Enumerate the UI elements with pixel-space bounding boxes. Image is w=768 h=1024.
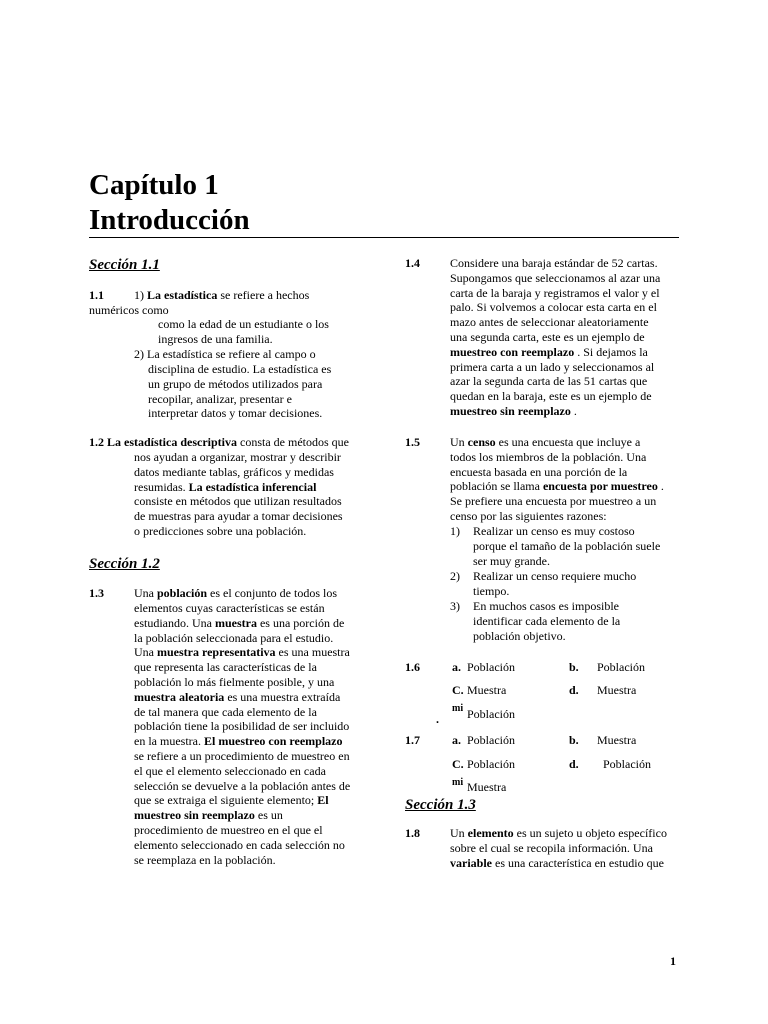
section-heading-1-3: Sección 1.3 xyxy=(405,797,476,813)
chapter-title: Introducción xyxy=(89,204,250,236)
exercise-1-4-text: Considere una baraja estándar de 52 cartas. Supongamos que seleccionamos al azar una carta de la baraja y registramos el valor y el palo. Si volvemos a colocar esta carta en el mazo antes de seleccionar aleatoriamente una segunda carta, este es un ejemplo de muestreo con reemplazo . Si dejamos la primera carta a un lado y seleccionamos al azar la segunda carta de las 51 cartas que quedan en la baraja, este es un ejemplo de muestreo sin reemplazo . xyxy=(450,256,661,418)
answer-letter: d. xyxy=(569,757,579,771)
section-heading-1-2: Sección 1.2 xyxy=(89,556,160,572)
answer-letter: mi xyxy=(452,703,464,714)
exercise-1-2-line: 1.2 La estadística descriptiva consta de métodos que xyxy=(89,435,349,449)
exercise-1-1-line: 2) La estadística se refiere al campo o xyxy=(134,347,316,361)
answer-value: Muestra xyxy=(597,733,637,747)
answer-value: Población xyxy=(467,707,515,721)
exercise-1-5-list-number: 1) xyxy=(450,524,460,538)
answer-letter: a. xyxy=(452,660,461,674)
exercise-1-8-text: Un elemento es un sujeto u objeto específico sobre el cual se recopila información. Una variable es una característica en estudio que xyxy=(450,826,667,870)
exercise-1-1-line: numéricos como xyxy=(89,303,169,317)
answer-value: Muestra xyxy=(467,780,507,794)
page-number: 1 xyxy=(670,954,676,968)
answer-value: Población xyxy=(467,757,515,771)
exercise-1-1-text: disciplina de estudio. La estadística es un grupo de métodos utilizados para recopilar, analizar, presentar e interpretar datos y tomar decisiones. xyxy=(148,362,332,421)
answer-value: Población xyxy=(597,660,645,674)
stray-dot: . xyxy=(436,712,439,726)
answer-value: Población xyxy=(467,733,515,747)
exercise-1-5-list-item: Realizar un censo es muy costoso porque el tamaño de la población suele ser muy grande. xyxy=(473,524,661,568)
answer-value: Población xyxy=(603,757,651,771)
section-heading-1-1: Sección 1.1 xyxy=(89,257,160,273)
exercise-1-5-text: Un censo es una encuesta que incluye a todos los miembros de la población. Una encuesta basada en una porción de la población se llama encuesta por muestreo . Se prefiere una encuesta por muestreo a un censo por las siguientes razones: xyxy=(450,435,664,523)
answer-letter: b. xyxy=(569,660,579,674)
chapter-number: Capítulo 1 xyxy=(89,169,219,201)
answer-value: Población xyxy=(467,660,515,674)
exercise-1-5-list-number: 3) xyxy=(450,599,460,613)
answer-value: Muestra xyxy=(467,683,507,697)
answer-letter: mi xyxy=(452,777,464,788)
exercise-number-1-8: 1.8 xyxy=(405,826,420,840)
exercise-number-1-6: 1.6 xyxy=(405,660,420,674)
exercise-number-1-1: 1.1 xyxy=(89,288,104,302)
exercise-number-1-4: 1.4 xyxy=(405,256,420,270)
answer-letter: d. xyxy=(569,683,579,697)
exercise-1-3-text: elementos cuyas características se están estudiando. Una muestra es una porción de la población seleccionada para el estudio. Una muestra representativa es una muestra que representa las características de la población lo más fielmente posible, y una muestra aleatoria es una muestra extraída de tal manera que cada elemento de la población tiene la posibilidad de ser incluido en la muestra. El muestreo con reemplazo se refiere a un procedimiento de muestreo en el que el elemento seleccionado en cada selección se devuelve a la población antes de que se extraiga el siguiente elemento; El muestreo sin reemplazo es un procedimiento de muestreo en el que el elemento seleccionado en cada selección no se reemplaza en la población. xyxy=(134,601,351,867)
exercise-1-5-list-item: En muchos casos es imposible identificar cada elemento de la población objetivo. xyxy=(473,599,621,643)
exercise-number-1-7: 1.7 xyxy=(405,733,420,747)
answer-letter: C. xyxy=(452,757,464,771)
exercise-1-1-text: como la edad de un estudiante o los ingresos de una familia. xyxy=(158,317,329,346)
answer-letter: a. xyxy=(452,733,461,747)
answer-letter: C. xyxy=(452,683,464,697)
title-divider xyxy=(89,237,679,238)
exercise-1-5-list-item: Realizar un censo requiere mucho tiempo. xyxy=(473,569,637,598)
exercise-1-1-line: 1) La estadística se refiere a hechos xyxy=(134,288,310,302)
exercise-1-2-text: nos ayudan a organizar, mostrar y describir datos mediante tablas, gráficos y medidas resumidas. La estadística inferencial consiste en métodos que utilizan resultados de muestras para ayudar a tomar decisiones o predicciones sobre una población. xyxy=(134,450,343,538)
exercise-1-5-list-number: 2) xyxy=(450,569,460,583)
exercise-number-1-3: 1.3 xyxy=(89,586,104,600)
answer-letter: b. xyxy=(569,733,579,747)
answer-value: Muestra xyxy=(597,683,637,697)
exercise-1-3-text: Una población es el conjunto de todos los xyxy=(134,586,337,600)
exercise-number-1-5: 1.5 xyxy=(405,435,420,449)
